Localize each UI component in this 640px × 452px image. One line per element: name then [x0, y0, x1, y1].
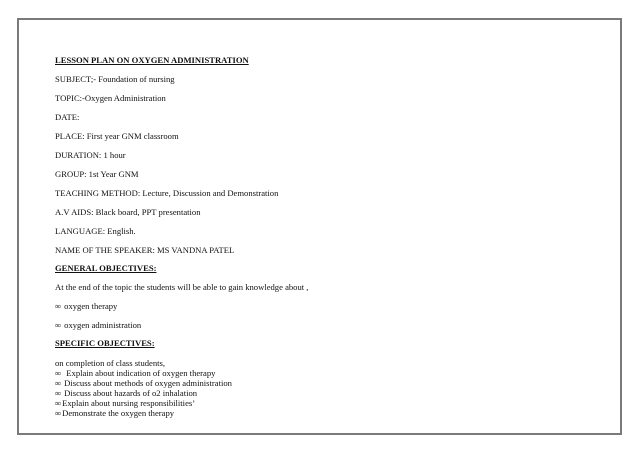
infinity-bullet-icon: ∞: [55, 408, 62, 418]
infinity-bullet-icon: ∞: [55, 388, 62, 398]
field-language: LANGUAGE: English.: [55, 226, 136, 236]
general-objective-item: ∞ oxygen therapy: [55, 301, 118, 311]
general-objectives-intro: At the end of the topic the students will be able to gain knowledge about ,: [55, 282, 309, 292]
specific-objective-item: ∞Explain about nursing responsibilities’: [55, 398, 196, 408]
general-objectives-heading: GENERAL OBJECTIVES:: [55, 263, 157, 273]
specific-objectives-intro: on completion of class students,: [55, 358, 166, 368]
specific-objective-item: ∞ Discuss about hazards of o2 inhalation: [55, 388, 198, 398]
infinity-bullet-icon: ∞: [55, 398, 62, 408]
document-title: LESSON PLAN ON OXYGEN ADMINISTRATION: [55, 55, 249, 65]
field-teaching-method: TEACHING METHOD: Lecture, Discussion and Demonstration: [55, 188, 279, 198]
field-av-aids: A.V AIDS: Black board, PPT presentation: [55, 207, 201, 217]
general-objective-item: ∞ oxygen administration: [55, 320, 142, 330]
field-speaker: NAME OF THE SPEAKER: MS VANDNA PATEL: [55, 245, 235, 255]
field-group: GROUP: 1st Year GNM: [55, 169, 139, 179]
infinity-bullet-icon: ∞: [55, 368, 62, 378]
field-place: PLACE: First year GNM classroom: [55, 131, 179, 141]
field-duration: DURATION: 1 hour: [55, 150, 126, 160]
field-date: DATE:: [55, 112, 80, 122]
field-topic: TOPIC:-Oxygen Administration: [55, 93, 166, 103]
field-subject: SUBJECT;- Foundation of nursing: [55, 74, 175, 84]
specific-objective-item: ∞Demonstrate the oxygen therapy: [55, 408, 175, 418]
infinity-bullet-icon: ∞: [55, 320, 62, 330]
specific-objective-item: ∞ Explain about indication of oxygen therapy: [55, 368, 216, 378]
specific-objective-item: ∞ Discuss about methods of oxygen administration: [55, 378, 232, 388]
specific-objectives-heading: SPECIFIC OBJECTIVES:: [55, 338, 155, 348]
infinity-bullet-icon: ∞: [55, 301, 62, 311]
infinity-bullet-icon: ∞: [55, 378, 62, 388]
